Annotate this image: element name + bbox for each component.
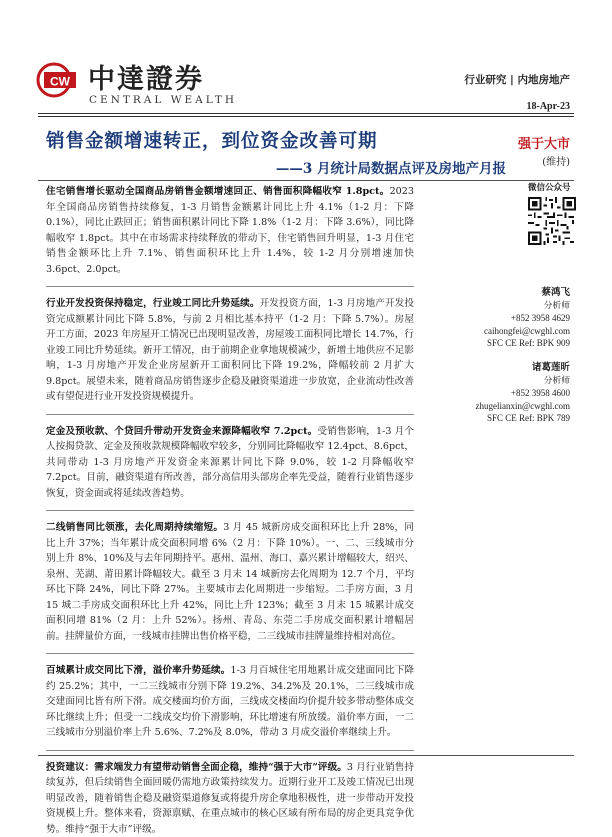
analyst-sfc-ref: SFC CE Ref: BPK 909 [484, 337, 570, 350]
analyst-email[interactable]: caihongfei@cwghl.com [484, 325, 570, 338]
report-category: 行业研究 | 内地房地产 [464, 72, 570, 87]
paragraph-text: 3 月 45 城新房成交面积环比上升 28%，同比上升 37%；当年累计成交面积同增 6%（2 月：下降 10%）。一、二、三线城市分别上升 8%、10%及与去年同期持平。惠州、温州、海口、嘉兴累计增幅较大，绍兴、泉州、芜湖、莆田累计降幅较大。截至 3 月末 14 城新房去化周期为 12.7 个月，平均环比下降 24%，同比下降 27%。主要城市去化周期进一步缩短。二手房方面，3 月 15 城二手房成交面积环比上升 42%，同比上升 123%；截至 3 月末 15 城累计成交面积同增 81%（2 月：上升 52%）。扬州、青岛、东莞二手房成交面积累计增幅居前。挂牌量价方面，一线城市挂牌出售价格平稳，二三线城市挂牌量维持相对高位。 [46, 522, 414, 642]
analyst-sfc-ref: SFC CE Ref: BPK 789 [475, 412, 570, 425]
analyst-card [484, 287, 570, 350]
paragraph-investment [46, 296, 414, 405]
report-body [46, 184, 414, 837]
paragraph-city-sales [46, 520, 414, 644]
divider [46, 653, 414, 654]
divider [46, 286, 414, 287]
analyst-card [475, 362, 570, 425]
paragraph-heading: 百城累计成交同比下滑，溢价率升势延续。 [46, 665, 230, 676]
divider [46, 750, 414, 751]
footer-rule [38, 755, 574, 756]
brand-name-en: CENTRAL WEALTH [89, 94, 237, 106]
paragraph-land [46, 663, 414, 741]
report-date: 18-Apr-23 [526, 101, 570, 112]
analyst-name: 诸葛莲昕 [475, 362, 570, 375]
paragraph-heading: 定金及预收款、个贷回升带动开发资金来源降幅收窄 7.2pct。 [46, 426, 317, 437]
analyst-phone: +852 3958 4629 [484, 312, 570, 325]
paragraph-text: 受销售影响，1-3 月个人按揭贷款、定金及预收款规模降幅收窄较多，分别同比降幅收窄 12.4pct、8.6pct，共同带动 1-3 月房地产开发资金来源累计同比下降 9.0%，较 1-2 月降幅收窄 7.2pct。目前，融资渠道有所改善，部分高信用头部房企率先受益，随着行业销售逐步恢复，资金面或将延续改善趋势。 [46, 426, 414, 499]
paragraph-heading: 二线销售同比领涨，去化周期持续缩短。 [46, 522, 223, 533]
paragraph-text: 1-3 月百城住宅用地累计成交建面同比下降约 25.2%；其中，一二三线城市分别下降 19.2%、34.2%及 20.1%，二三线城市成交建面同比皆有所下滑。成交楼面均价方面，三线成交楼面均价提升较多带动整体成交环比继续上升；但受一二线成交均价下滑影响，环比增速有所放缓。溢价率方面，一二三线城市分别溢价率上升 5.6%、7.2%及 8.0%，带动 3 月成交溢价率继续上升。 [46, 665, 414, 738]
rating-label: 强于大市 [518, 133, 570, 152]
wechat-qr-code-icon [528, 197, 576, 245]
paragraph-text: 2023 年全国商品房销售持续修复，1-3 月销售金额累计同比上升 4.1%（1-2 月：下降 0.1%），同比止跌回正；销售面积累计同比下降 1.8%（1-2 月：下降 3.6%），同比降幅收窄 1.8pct。其中在市场需求持续释放的带动下，住宅销售回升明显，1-3 月住宅销售金额环比上升 7.1%、销售面积环比上升 1.4%，较 1-2 月分别增速加快 3.6pct、2.0pct。 [46, 186, 414, 275]
paragraph-sales [46, 184, 414, 277]
paragraph-heading: 住宅销售增长驱动全国商品房销售金额增速回正、销售面积降幅收窄 1.8pct。 [46, 186, 390, 197]
analyst-phone: +852 3958 4600 [475, 387, 570, 400]
title-rule [38, 180, 574, 181]
paragraph-heading: 行业开发投资保持稳定，行业竣工同比升势延续。 [46, 298, 260, 309]
wechat-label: 微信公众号 [528, 181, 571, 193]
analyst-role: 分析师 [475, 375, 570, 388]
paragraph-heading: 投资建议：需求端发力有望带动销售全面企稳，维持“强于大市”评级。 [46, 762, 347, 773]
svg-text:CW: CW [50, 75, 71, 89]
paragraph-text: 开发投资方面，1-3 月房地产开发投资完成额累计同比下降 5.8%，与前 2 月相比基本持平（1-2 月：下降 5.7%）。房屋开工方面，2023 年房屋开工情况已出现明显改善，房屋竣工面积同比增长 14.7%，行业竣工同比升势延续。新开工情况，由于前期企业拿地规模减少，新增土地供应不足影响，1-3 月房地产开发企业房屋新开工面积同比下降 19.2%，降幅较前 2 月扩大 9.8pct。展望未来，随着商品房销售逐步企稳及融资渠道进一步放宽，企业流动性改善或有望促进行业开发投资规模提升。 [46, 298, 414, 402]
central-wealth-logo-icon [35, 62, 83, 98]
header-rule-thin [38, 116, 574, 117]
header-rule [38, 113, 574, 114]
analyst-email[interactable]: zhugelianxin@cwghl.com [475, 400, 570, 413]
paragraph-funding [46, 424, 414, 502]
paragraph-recommendation [46, 760, 414, 837]
rating-status: (维持) [542, 153, 570, 168]
analyst-name: 蔡鸿飞 [484, 287, 570, 300]
brand-name-cn: 中達證券 [88, 57, 204, 96]
analyst-role: 分析师 [484, 300, 570, 313]
paragraph-text: 3 月行业销售持续复苏，但后续销售全面回暖仍需地方政策持续发力。近期行业开工及竣工情况已出现明显改善，随着销售企稳及融资渠道修复或将提升房企拿地积极性，进一步带动开发投资规模上升。整体来看，资源禀赋、在重点城市的核心区域有所布局的房企更具竞争优势。维持“强于大市”评级。 [46, 762, 414, 835]
page-subtitle: ——3 月统计局数据点评及房地产月报 [276, 157, 506, 177]
page-title: 销售金额增速转正，到位资金改善可期 [46, 127, 378, 153]
divider [46, 414, 414, 415]
divider [46, 510, 414, 511]
